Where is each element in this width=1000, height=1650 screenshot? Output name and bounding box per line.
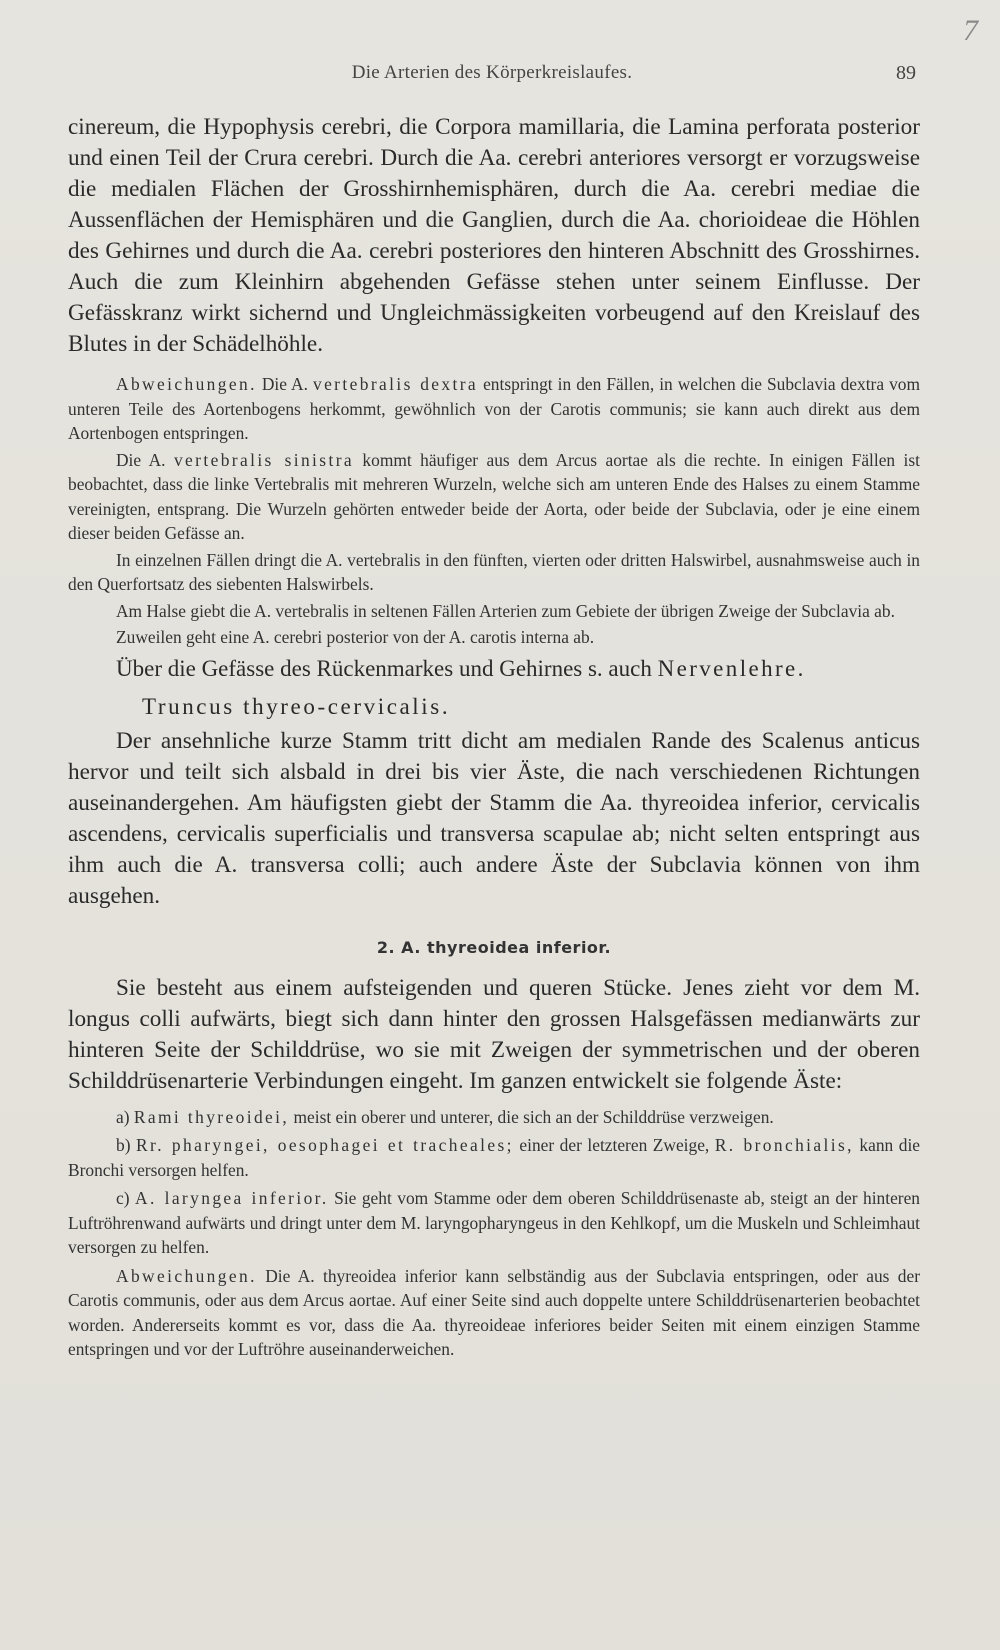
note-vertebralis-sinistra: Die A. vertebralis sinistra kommt häufiger aus dem Arcus aortae als die rechte. In einigen Fällen ist beobachtet, dass die linke Vertebralis mit mehreren Wurzeln, welche sich am unteren Ende des Halses zu einem Stamme vereinigten, entsprang. Die Wurzeln gehörten entweder beide der Aorta, oder beide der Subclavia, oder je eine einem dieser beiden Gefässe an. — [68, 449, 920, 543]
list-term: A. laryngea inferior. — [135, 1188, 329, 1208]
list-term: Rami thyreoidei, — [133, 1106, 290, 1127]
list-item-a: a) Rami thyreoidei, meist ein oberer und unterer, die sich an der Schilddrüse verzweigen. — [116, 1106, 774, 1127]
note-vertebralis-dextra: Abweichungen. Die A. vertebralis dextra entspringt in den Fällen, in welchen die Subclavia dextra vom unteren Teile des Aortenbogens herkommt, gewöhnlich von der Carotis communis; sie kann auch direkt aus dem Aortenbogen entspringen. — [68, 374, 920, 443]
note-thyreoidea: Abweichungen. Die A. thyreoidea inferior kann selbständig aus der Subclavia entspringen, oder aus der Carotis communis, oder aus dem Arcus aortae. Auf einer Seite sind auch doppelte untere Schilddrüsenarterien beobachtet worden. Andererseits kommt es vor, dass die Aa. thyreoideae inferiores beider Seiten mit einem einzigen Stamme entspringen und vor der Luftröhre auseinanderweichen. — [68, 1265, 920, 1359]
section-title: Truncus thyreo-cervicalis. — [142, 693, 451, 719]
list-item-b: b) Rr. pharyngei, oesophagei et tracheales; einer der letzteren Zweige, R. bronchialis, kann die Bronchi versorgen helfen. — [68, 1135, 920, 1180]
page-number: 89 — [896, 62, 916, 84]
page-body — [68, 112, 920, 1362]
note-halswirbel: In einzelnen Fällen dringt die A. vertebralis in den fünften, vierten oder dritten Halswirbel, ausnahmsweise auch in den Querfortsatz des siebenten Halswirbels. — [68, 549, 920, 594]
paragraph-circulus: cinereum, die Hypophysis cerebri, die Corpora mamillaria, die Lamina perforata posterior und einen Teil der Crura cerebri. Durch die Aa. cerebri anteriores versorgt er vorzugsweise die medialen Flächen der Grosshirnhemisphären, durch die Aa. cerebri mediae die Aussenflächen der Hemisphären und die Ganglien, durch die Aa. chorioideae die Höhlen des Gehirnes und durch die Aa. cerebri posteriores den hinteren Abschnitt des Grosshirnes. Auch die zum Kleinhirn abgehenden Gefässe stehen unter seinem Einflusse. Der Gefässkranz wirkt sichernd und Ungleichmässigkeiten vorbeugend auf den Kreislauf des Blutes in der Schädelhöhle. — [68, 114, 920, 357]
list-term: R. bronchialis, — [714, 1135, 854, 1155]
see-also-term: Nervenlehre. — [657, 655, 806, 681]
note-term: vertebralis sinistra — [173, 449, 354, 470]
note-halse: Am Halse giebt die A. vertebralis in seltenen Fällen Arterien zum Gebiete der übrigen Zweige der Subclavia ab. — [116, 600, 895, 621]
running-title: Die Arterien des Körperkreislaufes. — [351, 62, 633, 83]
page-header — [68, 62, 916, 92]
note-term: vertebralis dextra — [312, 374, 479, 394]
note-label: Abweichungen. — [116, 374, 257, 394]
see-also-line: Über die Gefässe des Rückenmarkes und Gehirnes s. auch Nervenlehre. — [116, 655, 806, 681]
paragraph-truncus: Der ansehnliche kurze Stamm tritt dicht am medialen Rande des Scalenus anticus hervor und teilt sich alsbald in drei bis vier Äste, die nach verschiedenen Richtungen auseinandergehen. Am häufigsten giebt der Stamm die Aa. thyreoidea inferior, cervicalis ascendens, cervicalis superficialis und transversa scapulae ab; nicht selten entspringt aus ihm auch die A. transversa colli; auch andere Äste der Subclavia können von ihm ausgehen. — [68, 727, 920, 909]
note-label: Abweichungen. — [116, 1265, 257, 1286]
note-cerebri-posterior: Zuweilen geht eine A. cerebri posterior von der A. carotis interna ab. — [116, 627, 595, 647]
corner-pencil-mark: 7 — [963, 14, 978, 47]
list-item-c: c) A. laryngea inferior. Sie geht vom Stamme oder dem oberen Schilddrüsenaste ab, steigt an der hinteren Luftröhrenwand aufwärts und dringt unter dem M. laryngopharyngeus in den Kehlkopf, um die Muskeln und Schleimhaut versorgen zu helfen. — [68, 1188, 921, 1257]
paragraph-thyreoidea: Sie besteht aus einem aufsteigenden und queren Stücke. Jenes zieht vor dem M. longus colli aufwärts, biegt sich dann hinter den grossen Halsgefässen medianwärts zur hinteren Seite der Schilddrüse, wo sie mit Zweigen der symmetrischen und der oberen Schilddrüsenarterie Verbindungen eingeht. Im ganzen entwickelt sie folgende Äste: — [68, 974, 920, 1094]
list-term: Rr. pharyngei, oesophagei et tracheales; — [136, 1135, 514, 1155]
sub-heading: 2. A. thyreoidea inferior. — [376, 937, 612, 957]
